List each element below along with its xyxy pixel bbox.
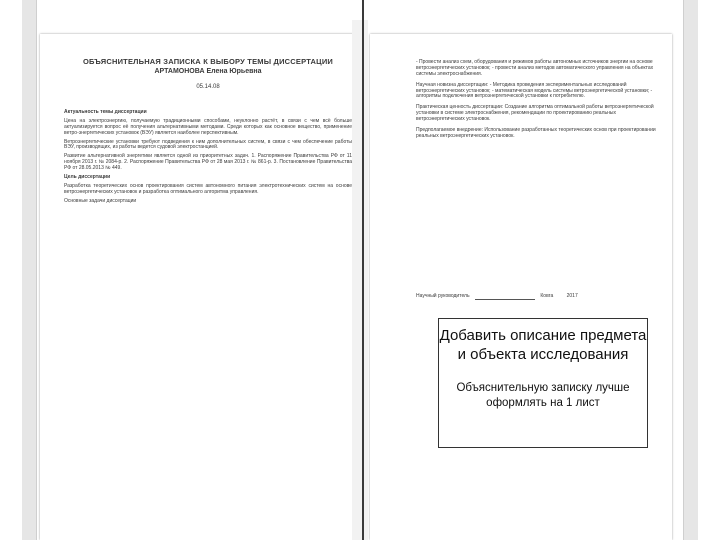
page-gutter <box>352 20 368 540</box>
paragraph: Цена на электроэнергию, получаемую традиционными способами, неуклонно растёт, в связи с чем всё больше актуализируется вопрос её получения альтернативными методами. Среди которых как основное вещество, применение ветро-энергетических установок (ВЭУ) является наиболее перспективным. <box>64 117 352 136</box>
paragraph: Развитие альтернативной энергетики является одной из приоритетных задач. 1. Распоряжение Правительства РФ от 11 ноября 2013 г. № 2084-р. 2. Распоряжение Правительства РФ от 28 мая 2013 г. № 861-р. 3. Постановление Правительства РФ от 28.05.2013 № 449. <box>64 153 352 172</box>
paragraph: Ветроэнергетические установки требуют подведения к ним дополнительных систем, в связи с чем обеспечение работы ВЭУ, производящих, из работы ведется судовой электростанцией. <box>64 138 352 151</box>
annotation-box <box>438 318 648 448</box>
document-title: ОБЪЯСНИТЕЛЬНАЯ ЗАПИСКА К ВЫБОРУ ТЕМЫ ДИССЕРТАЦИИ <box>82 57 334 66</box>
document-header <box>64 34 352 94</box>
paragraph: Практическая ценность диссертации: Создание алгоритма оптимальной работы ветроэнергетической установки в системе электроснабжения, рекомендации по проектированию реальных ветроэнергетических установок. <box>416 104 654 123</box>
section-heading: Актуальность темы диссертации <box>64 109 147 115</box>
paragraph: Предполагаемое внедрение: Использование разработанных теоретических основ при проектировании реальных ветроэнергетических установок. <box>416 127 656 139</box>
signature-line <box>475 299 535 300</box>
right-page-body <box>416 60 656 145</box>
signature-name: Ковга <box>540 293 554 299</box>
annotation-main-text: Добавить описание предмета и объекта исследования <box>439 327 647 363</box>
signature-label: Научный руководитель <box>416 293 470 299</box>
paragraph: - Провести анализ схем, оборудования и режимов работы автономных источников энергии на основе ветроэнергетических установок; - провести анализ методов автоматического управления на объектах системы электроснабжения. <box>416 59 654 77</box>
signature-block <box>416 294 616 300</box>
annotation-secondary-text: Объяснительную записку лучше оформлять на 1 лист <box>456 381 630 410</box>
signature-date: 2017 <box>566 293 578 299</box>
page-divider <box>362 0 364 540</box>
section-heading: Цель диссертации <box>64 174 111 181</box>
slide-left-border <box>22 0 37 540</box>
section-heading: Основные задачи диссертации <box>64 197 137 204</box>
document-code: 05.14.08 <box>196 84 220 90</box>
left-page-body <box>64 110 352 208</box>
paragraph: Разработка теоретических основ проектирования систем автономного питания электротехнических систем на основе ветроэнергетических установок и разработка оптимального алгоритма управления. <box>64 182 352 195</box>
paragraph: Научная новизна диссертации: - Методика проведения экспериментальных исследований ветроэнергетических установок; - математическая модель системы ветроэнергетической установки; - алгоритмы подключения ветроэнергетической установки к потребителю. <box>416 81 653 100</box>
slide-right-border <box>683 0 698 540</box>
document-author: АРТАМОНОВА Елена Юрьевна <box>154 68 262 75</box>
